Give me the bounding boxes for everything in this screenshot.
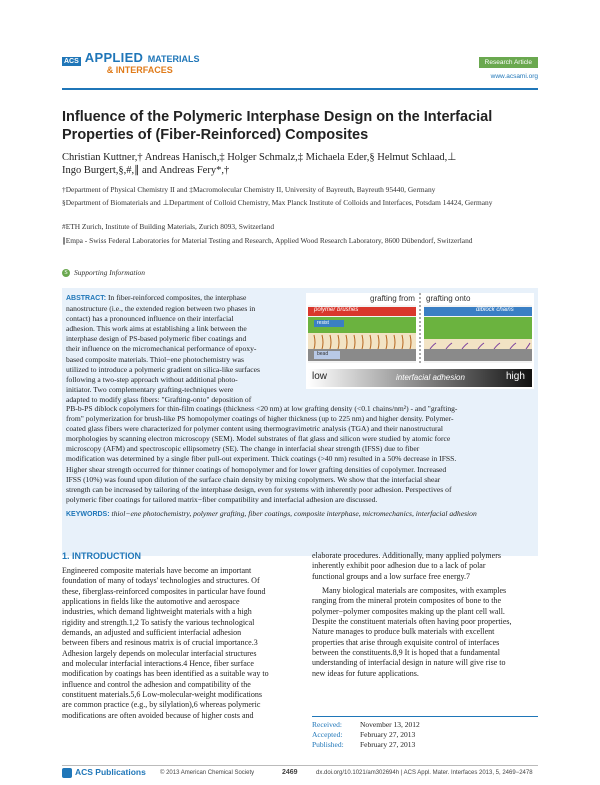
body-line: foundation of many of todays' technologies and structures. Of [62,576,260,586]
toc-label-diblock: diblock chains [476,307,514,313]
supporting-info-label: Supporting Information [74,268,146,277]
abstract-line: adapted to modify glass fibers: "Grafting-onto" deposition of [66,394,252,404]
toc-label-grafting-from: grafting from [370,294,415,303]
acs-hex-icon [62,768,72,778]
right-chain-layer [424,339,532,349]
body-line: properties that arise through exquisite control of interfaces [312,637,500,647]
body-line: polymer−polymer composites making up the plant cell wall. [312,606,505,616]
body-line: Despite the constituent materials often having poor properties, [312,617,512,627]
abstract-line: utilized to introduce a polymeric gradient on silica-like surfaces [66,364,260,374]
date-value: February 27, 2013 [360,730,416,740]
body-line: rigidity and strength.1,2 To satisfy the various technological [62,617,255,627]
article-title: Influence of the Polymeric Interphase Design on the Interfacial Properties of (Fiber-Reinforced) Composites [62,109,493,143]
toc-label-bead: bead [317,351,329,357]
page-number: 2469 [282,769,298,776]
body-line: Nature manages to produce bulk materials with excellent [312,627,495,637]
toc-label-low: low [312,371,328,382]
body-line: elaborate procedures. Additionally, many applied polymers [312,551,501,560]
abstract-line: PB-b-PS diblock copolymers for thin-film coatings (thickness <20 nm) at low grafting density (<0.1 chains/nm²) - and "grafting- [66,404,458,413]
abstract-line: polymeric fiber coatings for tailored matrix−fiber compatibility and interfacial adhesion are discussed. [66,494,378,504]
abstract-line: interphase design of PS-based polymeric fiber coatings and [66,334,247,344]
toc-label-polymer-brushes: polymer brushes [314,307,359,313]
right-column-para [312,586,538,679]
affiliation: †Department of Physical Chemistry II and ‡Macromolecular Chemistry II, University of Bayreuth, Bayreuth 95440, Germany [62,185,436,194]
body-line: influence and control the adhesion and compatibility of the [62,679,251,689]
right-column-top [312,551,538,582]
body-line: between fibers and resinous matrix is of crucial importance.3 [62,638,258,648]
abstract-line: strength can be increased by tailoring of the interphase design, even for systems with inherently poor adhesion. Perspectives of [66,484,452,494]
toc-label-resist: resist [317,320,329,326]
author-list [62,151,532,177]
body-line: these, fiberglass-reinforced composites in particular have found [62,586,266,596]
supporting-info-link[interactable] [62,268,145,277]
abstract-line: In fiber-reinforced composites, the interphase [107,293,247,302]
dates-divider [312,716,538,717]
abstract-line: morphologies by scanning electron microscopy (SEM). Model substrates of flat glass and silicon were studied by atomic force [66,434,451,444]
body-line: inherently exhibit poor adhesion due to a lack of polar [312,561,486,571]
date-label: Received: [312,720,342,729]
toc-graphic [306,293,534,389]
body-line: Engineered composite materials have become an important [62,566,252,575]
right-glass-substrate [424,349,532,361]
section-heading: 1. INTRODUCTION [62,551,142,561]
body-line: constituent materials.5,6 Low-molecular-weight modifications [62,690,263,700]
body-line: Adhesion largely depends on molecular interfacial structures [62,648,257,658]
logo-interfaces-text: & INTERFACES [106,65,173,75]
doi-citation[interactable]: dx.doi.org/10.1021/am302694h | ACS Appl. Mater. Interfaces 2013, 5, 2469−2478 [316,770,533,776]
author-line: Ingo Burgert,§,#,∥ and Andreas Fery*,† [62,165,230,176]
footer-divider [62,765,538,766]
abstract-line: following a two-step approach without additional photo- [66,374,238,384]
keywords [66,509,534,520]
affiliation: #ETH Zurich, Institute of Building Materials, Zurich 8093, Switzerland [62,222,275,231]
affiliation: ∥Empa - Swiss Federal Laboratories for Material Testing and Research, Applied Wood Research Laboratory, 8600 Dübendorf, Switzerland [62,236,473,245]
article-type-badge: Research Article [479,57,538,68]
abstract-full [66,404,534,520]
logo-applied-text: APPLIED [84,50,144,65]
publication-dates [312,720,420,751]
abstract-line: from" polymerization for brush-like PS homopolymer coatings of higher thickness (up to 225 nm) and higher density. Polymer- [66,414,454,424]
body-line: are common practice (e.g., by silylation),6 whereas polymeric [62,700,261,710]
body-line: new ideas for future applications. [312,668,419,678]
keywords-list: thiol−ene photochemistry, polymer grafting, fiber coatings, composite interphase, micromechanics, interfacial adhesion [111,508,477,518]
abstract-line: contact) has a pronounced influence on their interfacial [66,314,234,324]
date-value: February 27, 2013 [360,740,416,750]
body-line: modification by coatings has been identified as a suitable way to [62,669,269,679]
copyright: © 2013 American Chemical Society [160,770,255,776]
journal-url-link[interactable]: www.acsami.org [490,73,538,80]
acs-logo-mark: ACS [64,58,79,65]
toc-label-grafting-onto: grafting onto [426,294,471,303]
abstract-label: ABSTRACT: [66,295,107,302]
journal-logo [62,50,200,75]
left-column [62,566,290,721]
abstract-line: Higher shear strength occurred for thinner coatings of homopolymer and for lower grafting densities of copolymer. Increased [66,464,447,474]
logo-materials-text: MATERIALS [147,54,200,64]
acs-publications-logo [62,767,146,778]
author-line: Christian Kuttner,† Andreas Hanisch,‡ Holger Schmalz,‡ Michaela Eder,§ Helmut Schlaad,⊥ [62,152,457,163]
abstract-narrow [66,293,298,405]
body-line: ranging from the mineral protein composites of bone to the [312,596,502,606]
toc-label-high: high [506,371,525,382]
body-line: understanding of interfacial design in nature will give rise to [312,658,506,668]
abstract-line: IFSS (10%) was found upon dilution of the surface chain density by mixing copolymers. We show that the interfacial shear [66,474,441,484]
header-divider [62,88,538,90]
body-line: functional groups and a low surface free energy.7 [312,571,470,581]
affiliation: §Department of Biomaterials and ⊥Department of Colloid Chemistry, Max Planck Institute of Colloids and Interfaces, Potsdam 14424, Germany [62,198,493,207]
publisher-name: ACS Publications [75,767,146,777]
date-label: Accepted: [312,730,343,740]
body-line: modifications are often avoided because of higher costs and [62,710,254,720]
date-label: Published: [312,740,344,750]
abstract-line: based composite materials. Thiol−ene photochemistry was [66,354,244,364]
abstract-line: adhesion. This work aims at establishing a link between the [66,324,247,334]
date-value: November 13, 2012 [360,720,420,729]
body-line: between the constituents.8,9 It is hoped that a fundamental [312,648,500,658]
abstract-line: microscopy (AFM) and spectroscopic ellipsometry (SE). The change in interfacial shear strength (IFSS) due to fiber [66,444,420,454]
abstract-line: coated glass fibers were characterized for polymer content using thermogravimetric analysis (TGA) and their nanostructural [66,424,444,434]
abstract-line: initiator. Two complementary grafting-techniques were [66,384,234,394]
body-line: demands, an adjusted and sufficient interfacial adhesion [62,628,242,638]
keywords-label: KEYWORDS: [66,510,110,518]
abstract-line: their influence on the micromechanical performance of epoxy- [66,344,257,354]
body-line: Many biological materials are composites, with examples [322,586,507,595]
abstract-line: modification was determined by a single fiber pull-out experiment. Thick coatings (>40 nm) resulted in a 50% decrease in IFSS. [66,454,457,464]
right-matrix-layer [424,317,532,339]
body-line: and molecular interfacial interactions.4 Hence, fiber surface [62,659,254,669]
body-line: industries, which demand lightweight materials with a high [62,607,252,617]
body-line: applications in fields like the automotive and aerospace [62,597,240,607]
abstract-line: nanostructure (i.e., the extended region between two phases in [66,304,256,314]
toc-label-adhesion: interfacial adhesion [396,373,465,382]
supporting-info-icon: S [62,269,70,277]
